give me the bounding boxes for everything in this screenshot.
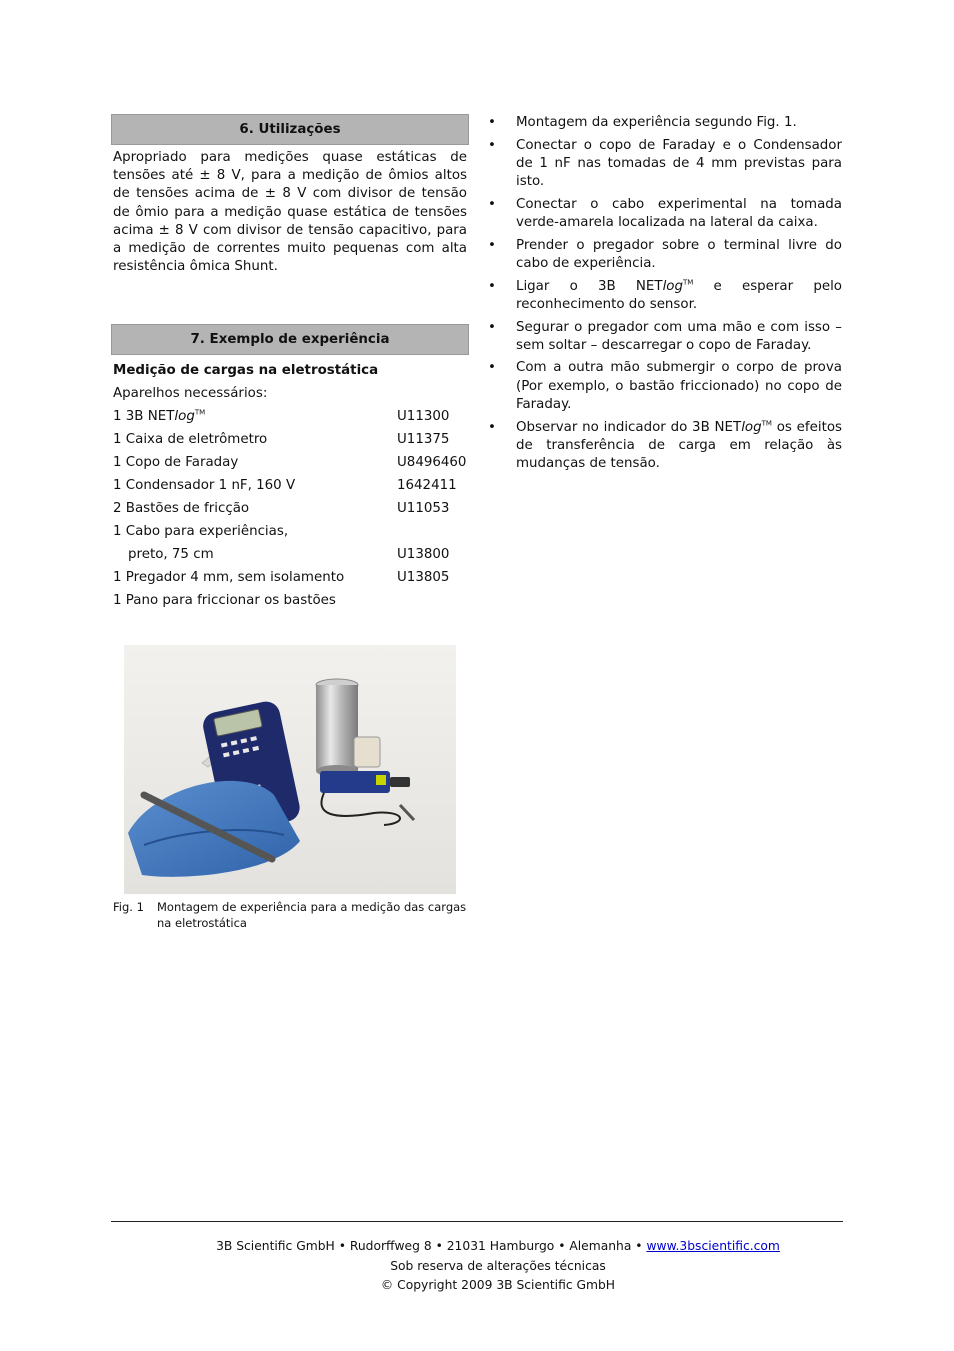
list-item: • Conectar o copo de Faraday e o Condensador de 1 nF nas tomadas de 4 mm previstas para isto. (488, 137, 842, 190)
equipment-code: U11300 (397, 409, 450, 425)
figure-caption-text: Montagem de experiência para a medição das cargas na eletrostática (157, 900, 467, 931)
list-item: • Observar no indicador do 3B NETlog™ os efeitos de transferência de carga em relação às mudanças de tensão. (488, 419, 843, 471)
equipment-row (111, 405, 469, 428)
equipment-name: preto, 75 cm (128, 547, 214, 563)
list-item: • Montagem da experiência segundo Fig. 1. (488, 115, 797, 130)
list-item: • Segurar o pregador com uma mão e com isso – sem soltar – descarregar o copo de Faraday. (488, 319, 842, 353)
equipment-name: 1 Caixa de eletrômetro (113, 432, 268, 448)
equipment-code: 1642411 (397, 478, 457, 494)
equipment-code: U11375 (397, 432, 450, 448)
right-column (488, 114, 842, 478)
footer-address-line: 3B Scientific GmbH • Rudorffweg 8 • 21031 Hamburgo • Alemanha • www.3bscientific.com (216, 1239, 780, 1253)
apparatus-label: Aparelhos necessários: (113, 386, 268, 402)
equipment-row (111, 428, 469, 451)
equipment-code: U8496460 (397, 455, 467, 471)
section-6-header: 6. Utilizações (111, 114, 469, 145)
list-item: • Com a outra mão submergir o corpo de prova (Por exemplo, o bastão friccionado) no copo de Faraday. (488, 360, 842, 412)
equipment-name: 1 Condensador 1 nF, 160 V (113, 478, 296, 494)
equipment-code (397, 589, 467, 612)
equipment-row (111, 497, 469, 520)
equipment-row (111, 451, 469, 474)
equipment-name: 1 Pano para friccionar os bastões (113, 593, 336, 609)
footer-reserve: Sob reserva de alterações técnicas (390, 1258, 606, 1273)
equipment-row (111, 520, 469, 543)
equipment-code: U13800 (397, 547, 450, 563)
section-7-header: 7. Exemplo de experiência (111, 324, 469, 355)
equipment-name: 1 Cabo para experiências, (113, 524, 289, 540)
equipment-row (111, 589, 469, 612)
equipment-row (111, 566, 469, 589)
list-item: • Conectar o cabo experimental na tomada verde-amarela localizada na lateral da caixa. (488, 196, 842, 231)
equipment-code (397, 520, 467, 543)
left-column (111, 114, 469, 931)
equipment-code: U11053 (397, 501, 450, 517)
equipment-row (111, 474, 469, 497)
equipment-name: 1 Pregador 4 mm, sem isolamento (113, 570, 345, 586)
footer (111, 1237, 885, 1296)
experiment-photo (124, 645, 456, 894)
list-item: • Prender o pregador sobre o terminal livre do cabo de experiência. (488, 237, 842, 271)
figure-label: Fig. 1 (113, 900, 144, 915)
experiment-subtitle: Medição de cargas na eletrostática (113, 363, 379, 379)
figure-caption (111, 899, 469, 931)
equipment-code: U13805 (397, 570, 450, 586)
website-link[interactable]: www.3bscientific.com (646, 1239, 780, 1253)
procedure-list (488, 114, 842, 473)
equipment-name: 1 Copo de Faraday (113, 455, 239, 471)
list-item: • Ligar o 3B NETlog™ e esperar pelo reconhecimento do sensor. (488, 278, 842, 312)
footer-copyright: © Copyright 2009 3B Scientific GmbH (380, 1278, 616, 1292)
equipment-name: 1 3B NETlog™ (113, 408, 206, 425)
footer-divider (111, 1221, 843, 1222)
equipment-row (111, 543, 469, 566)
section-6-text: Apropriado para medições quase estáticas de tensões até ± 8 V, para a medição de ômios altos de tensões acima de ± 8 V com divisor de tensão de ômio para a medição quase estática de tensões acima ± 8 V com divisor de tensão capacitivo, para a medição de correntes muito pequenas com alta resistência ômica Shunt. (113, 150, 467, 275)
equipment-name: 2 Bastões de fricção (113, 501, 250, 517)
